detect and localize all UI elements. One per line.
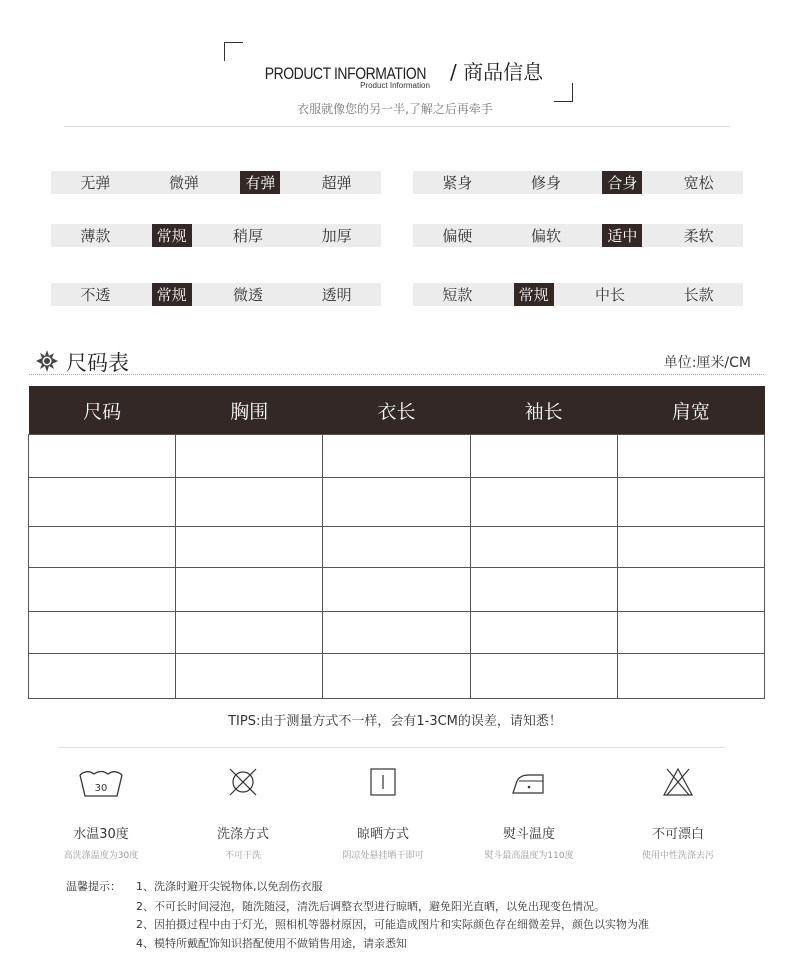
size-chart-title: 尺码表 <box>66 351 129 375</box>
size-chart-divider <box>29 374 764 375</box>
care-label: 不可漂白 <box>651 827 704 842</box>
table-cell <box>617 654 764 699</box>
care-desc: 不可干洗 <box>224 851 261 861</box>
attr-option: 柔软 <box>683 227 714 245</box>
title-subtitle: Product Information <box>360 81 430 90</box>
table-cell <box>29 527 176 568</box>
title-en: PRODUCT INFORMATION <box>264 64 426 83</box>
table-cell <box>176 654 323 699</box>
attr-option: 加厚 <box>321 227 352 245</box>
attr-option: 短款 <box>442 286 473 304</box>
attr-option: 中长 <box>594 286 625 304</box>
table-cell <box>617 435 764 478</box>
column-header: 胸围 <box>176 386 323 435</box>
table-cell <box>617 478 764 527</box>
table-cell <box>176 478 323 527</box>
note-item: 2、因拍摄过程中由于灯光，照相机等器材原因，可能造成图片和实际颜色存在细微差异，颜色以实物为准 <box>136 918 649 931</box>
table-cell <box>323 435 470 478</box>
attr-option-selected: 有弹 <box>240 171 280 194</box>
column-header: 衣长 <box>323 386 470 435</box>
table-row <box>29 654 765 699</box>
table-cell <box>176 435 323 478</box>
sun-flower-icon <box>36 350 58 372</box>
table-cell <box>323 568 470 612</box>
notes-label: 温馨提示： <box>66 880 121 893</box>
care-item-drying <box>308 765 458 861</box>
table-cell <box>470 527 617 568</box>
table-cell <box>617 527 764 568</box>
attr-option: 微透 <box>232 286 263 304</box>
attr-option: 不透 <box>80 286 111 304</box>
table-cell <box>470 435 617 478</box>
title-cn: 商品信息 <box>463 60 544 84</box>
iron-icon <box>507 765 551 799</box>
attr-group-thickness <box>51 224 381 247</box>
no-bleach-icon <box>661 765 695 799</box>
attr-option: 紧身 <box>442 174 473 192</box>
care-label: 晾晒方式 <box>356 827 409 842</box>
care-desc: 熨斗最高温度为110度 <box>484 851 574 861</box>
wash-30-icon <box>77 765 125 799</box>
table-cell <box>323 527 470 568</box>
table-cell <box>470 612 617 654</box>
note-item: 4、模特所戴配饰知识搭配使用不做销售用途，请亲悉知 <box>136 937 407 950</box>
attr-option: 宽松 <box>683 174 714 192</box>
table-cell <box>323 612 470 654</box>
attr-option: 修身 <box>530 174 561 192</box>
table-row <box>29 568 765 612</box>
table-cell <box>176 527 323 568</box>
header-divider <box>64 126 730 127</box>
tips-divider <box>58 747 724 748</box>
size-table <box>28 386 765 699</box>
table-cell <box>617 612 764 654</box>
note-item: 2、不可长时间浸泡，随洗随浸，清洗后调整衣型进行晾晒，避免阳光直晒，以免出现变色情况。 <box>136 900 605 913</box>
care-desc: 高洗涤温度为30度 <box>63 851 139 861</box>
attr-option: 透明 <box>321 286 352 304</box>
table-cell <box>29 435 176 478</box>
column-header: 尺码 <box>29 386 176 435</box>
attr-group-transparency <box>51 283 381 306</box>
care-item-bleach <box>603 765 753 861</box>
table-cell <box>470 478 617 527</box>
attr-option: 偏硬 <box>442 227 473 245</box>
measurement-tips: TIPS:由于测量方式不一样，会有1-3CM的误差，请知悉！ <box>228 714 562 729</box>
table-cell <box>470 568 617 612</box>
table-row <box>29 612 765 654</box>
table-header-row <box>29 386 765 435</box>
attr-option: 薄款 <box>80 227 111 245</box>
attr-option: 超弹 <box>321 174 352 192</box>
table-cell <box>470 654 617 699</box>
attr-option-selected: 常规 <box>514 283 554 306</box>
line-dry-icon <box>366 765 400 799</box>
care-label: 水温30度 <box>73 827 129 842</box>
care-desc: 使用中性洗涤去污 <box>641 851 714 861</box>
table-cell <box>323 478 470 527</box>
attr-group-softness <box>413 224 743 247</box>
wash-temp-badge: 30 <box>94 783 108 794</box>
table-cell <box>323 654 470 699</box>
no-tumble-dry-icon <box>226 765 260 799</box>
attr-group-elasticity <box>51 171 381 194</box>
attr-option-selected: 合身 <box>602 171 642 194</box>
attr-option-selected: 常规 <box>152 224 192 247</box>
table-cell <box>617 568 764 612</box>
attr-option: 稍厚 <box>232 227 263 245</box>
column-header: 肩宽 <box>617 386 764 435</box>
attr-option-selected: 常规 <box>152 283 192 306</box>
care-item-wash-method <box>168 765 318 861</box>
table-row <box>29 435 765 478</box>
title-tagline: 衣服就像您的另一半,了解之后再牵手 <box>297 102 493 116</box>
column-header: 袖长 <box>470 386 617 435</box>
table-cell <box>176 612 323 654</box>
care-item-wash <box>26 765 176 861</box>
attr-option: 长款 <box>683 286 714 304</box>
table-cell <box>29 612 176 654</box>
attr-option: 微弹 <box>168 174 199 192</box>
attr-option: 偏软 <box>530 227 561 245</box>
table-row <box>29 527 765 568</box>
title-separator: / <box>449 60 457 84</box>
attr-group-length <box>413 283 743 306</box>
care-desc: 阴凉处悬挂晒干即可 <box>342 851 424 861</box>
table-cell <box>29 568 176 612</box>
attr-group-fit <box>413 171 743 194</box>
table-cell <box>176 568 323 612</box>
care-label: 洗涤方式 <box>216 827 269 842</box>
table-cell <box>29 654 176 699</box>
size-chart-unit: 单位:厘米/CM <box>663 355 751 371</box>
table-cell <box>29 478 176 527</box>
note-item: 1、洗涤时避开尖锐物体,以免刮伤衣服 <box>136 880 323 893</box>
care-item-ironing <box>454 765 604 861</box>
attr-option-selected: 适中 <box>602 224 642 247</box>
table-row <box>29 478 765 527</box>
care-label: 熨斗温度 <box>502 827 555 842</box>
attr-option: 无弹 <box>80 174 111 192</box>
